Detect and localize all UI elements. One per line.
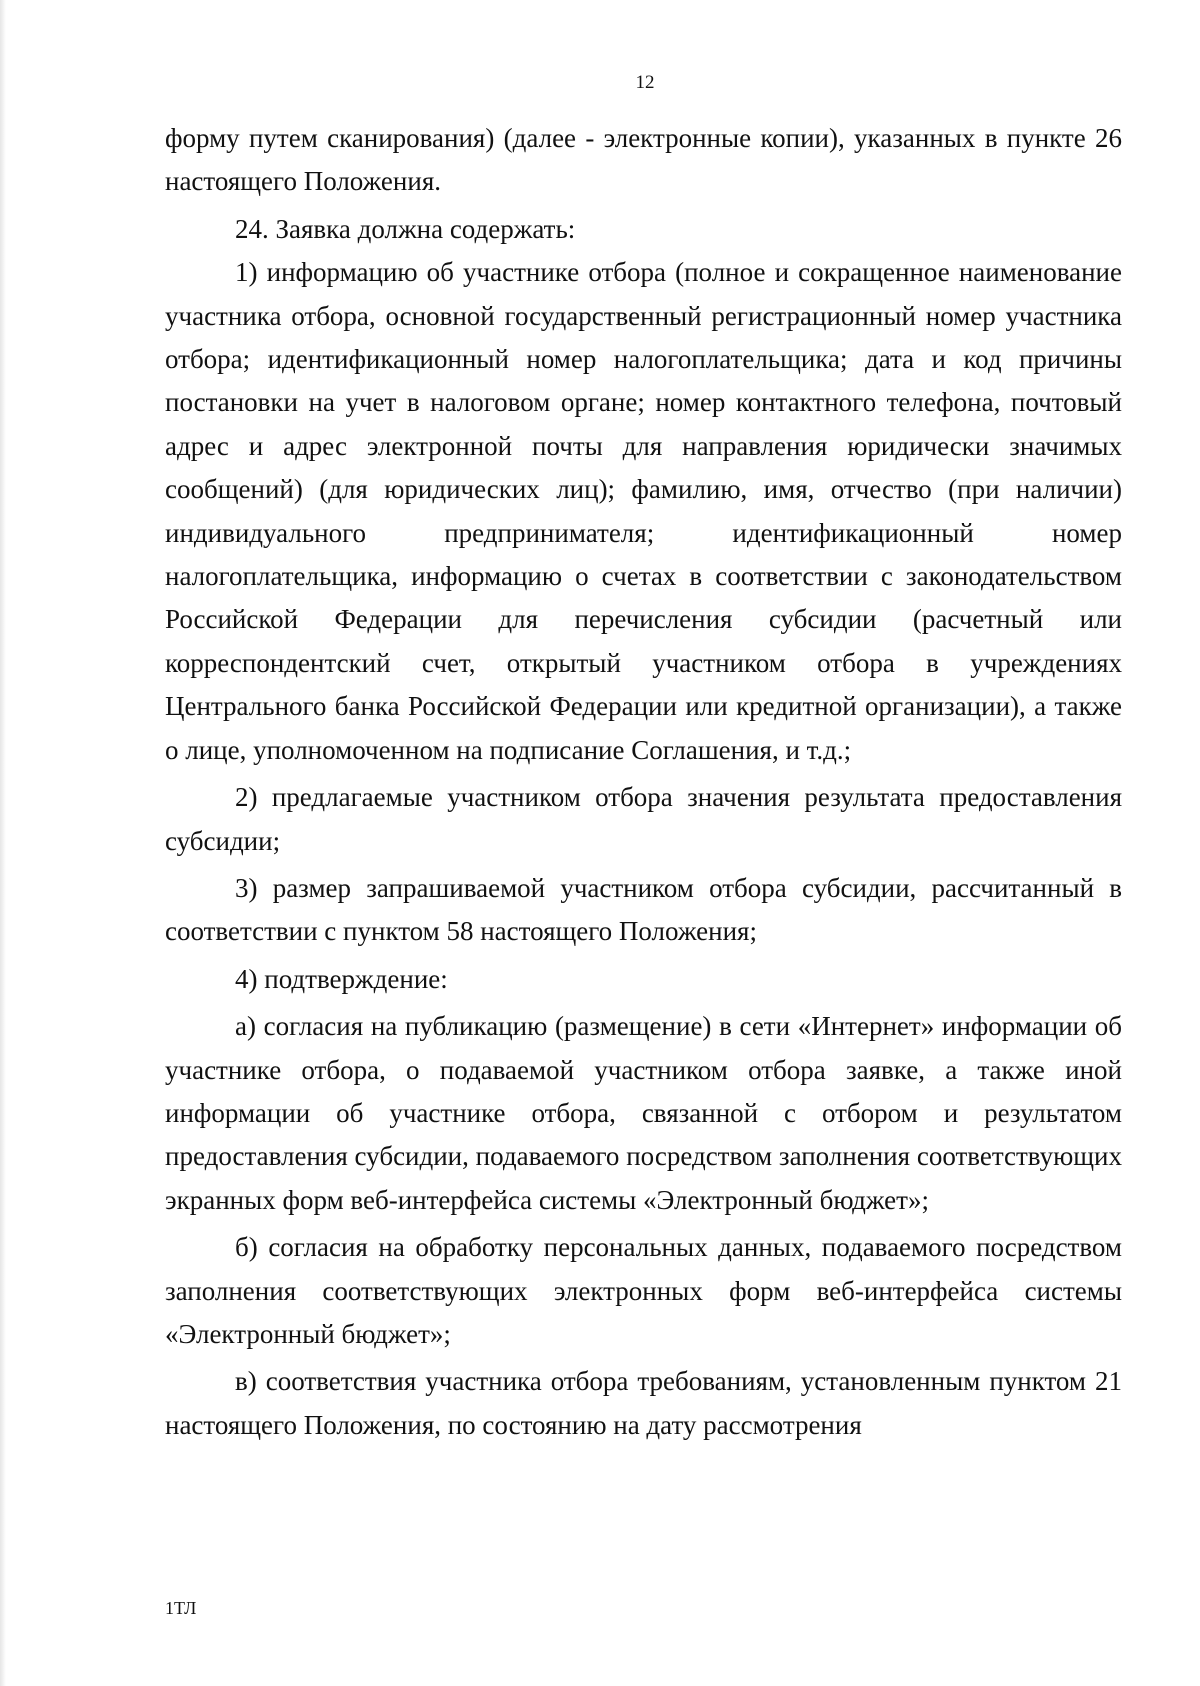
paragraph-subitem-4: 4) подтверждение:: [235, 963, 448, 994]
paragraph-subitem-b: б) согласия на обработку персональных данных, подаваемого посредством заполнения соответствующих электронных форм веб-интерфейса системы «Электронный бюджет»;: [165, 1232, 1122, 1349]
paragraph-subitem-v: в) соответствия участника отбора требованиям, установленным пунктом 21 настоящего Положения, по состоянию на дату рассмотрения: [165, 1366, 1122, 1440]
paragraph-continuation: форму путем сканирования) (далее - электронные копии), указанных в пункте 26 настоящего Положения.: [165, 123, 1122, 197]
paragraph-subitem-1: 1) информацию об участнике отбора (полное и сокращенное наименование участника отбора, основной государственный регистрационный номер участника отбора; идентификационный номер налогоплательщика; дата и код причины постановки на учет в налоговом органе; номер контактного телефона, почтовый адрес и адрес электронной почты для направления юридически значимых сообщений) (для юридических лиц); фамилию, имя, отчество (при наличии) индивидуального предпринимателя; идентификационный номер налогоплательщика, информацию о счетах в соответствии с законодательством Российской Федерации для перечисления субсидии (расчетный или корреспондентский счет, открытый участником отбора в учреждениях Центрального банка Российской Федерации или кредитной организации), а также о лице, уполномоченном на подписание Соглашения, и т.д.;: [165, 257, 1122, 765]
paragraph-item-24: 24. Заявка должна содержать:: [235, 213, 576, 244]
scan-edge: [0, 0, 6, 1686]
document-body: [165, 117, 1122, 1447]
paragraph-subitem-2: 2) предлагаемые участником отбора значения результата предоставления субсидии;: [165, 782, 1122, 856]
paragraph-subitem-a: а) согласия на публикацию (размещение) в сети «Интернет» информации об участнике отбора, о подаваемой участником отбора заявке, а также иной информации об участнике отбора, связанной с отбором и результатом предоставления субсидии, подаваемого посредством заполнения соответствующих экранных форм веб-интерфейса системы «Электронный бюджет»;: [165, 1011, 1122, 1215]
footer-mark: 1ТЛ: [165, 1598, 197, 1618]
page-number: 12: [635, 72, 655, 93]
paragraph-subitem-3: 3) размер запрашиваемой участником отбора субсидии, рассчитанный в соответствии с пунктом 58 настоящего Положения;: [165, 872, 1122, 947]
